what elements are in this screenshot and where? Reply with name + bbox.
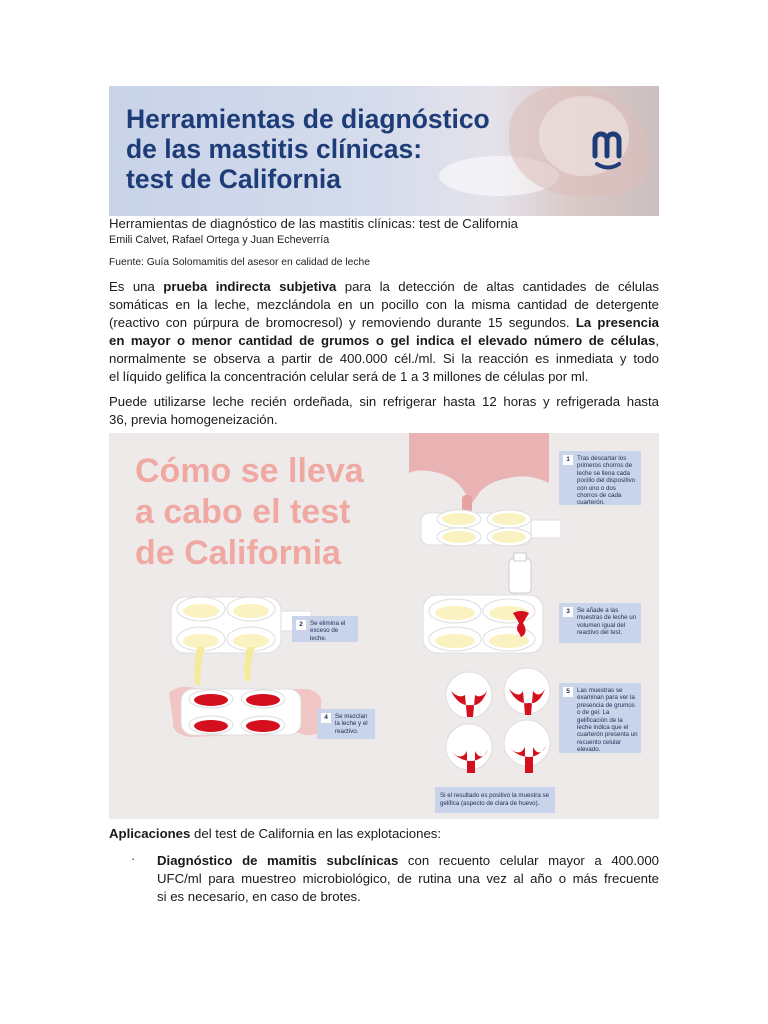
step-5-box xyxy=(559,683,641,753)
step-4-box xyxy=(317,709,375,739)
paddle-step-1 xyxy=(421,510,561,546)
step-number: 2 xyxy=(296,620,306,630)
document-title: Herramientas de diagnóstico de las mastitis clínicas: test de California xyxy=(109,216,518,231)
step-number: 5 xyxy=(563,687,573,697)
infographic xyxy=(109,433,659,819)
source: Fuente: Guía Solomamitis del asesor en calidad de leche xyxy=(109,257,371,268)
applications-heading: Aplicaciones del test de California en las explotaciones: xyxy=(109,826,442,841)
bold-term: en mayor o menor cantidad de grumos o gel indica el elevado número de células xyxy=(109,333,656,348)
step-number: 1 xyxy=(563,455,573,465)
result-note xyxy=(435,787,555,813)
step-text: Se añade a las muestras de leche un volumen igual del reactivo del test. xyxy=(577,607,637,637)
step-1-box xyxy=(559,451,641,505)
text-line: Diagnóstico de mamitis subclínicas con recuento celular mayor a 400.000 xyxy=(157,853,659,868)
header-banner xyxy=(109,86,659,216)
text-line: en mayor o menor cantidad de grumos o gel indica el elevado número de células, xyxy=(109,333,659,348)
paddle-step-3 xyxy=(423,553,543,653)
bullet-item xyxy=(157,852,659,906)
paddle-step-5 xyxy=(446,668,550,773)
text-line: UFC/ml para muestreo microbiológico, de rutina una vez al año o más frecuente xyxy=(157,871,659,886)
text-line: (reactivo con púrpura de bromocresol) y removiendo durante 15 segundos. La presencia xyxy=(109,315,659,330)
text-line: Puede utilizarse leche recién ordeñada, sin refrigerar hasta 12 horas y refrigerada hasta xyxy=(109,394,659,409)
note-text: Si el resultado es positivo la muestra se gelifica (aspecto de clara de huevo). xyxy=(440,792,550,807)
bold-term: Diagnóstico de mamitis subclínicas xyxy=(157,853,399,868)
step-number: 3 xyxy=(563,607,573,617)
text-line: Es una prueba indirecta subjetiva para la detección de altas cantidades de células xyxy=(109,279,659,294)
intro-paragraph xyxy=(109,278,659,386)
bold-term: La presencia xyxy=(575,315,659,330)
text-line: si es necesario, en caso de brotes. xyxy=(157,889,361,904)
step-text: Tras descartar los primeros chorros de leche se llena cada pocillo del dispositivo con uno o dos chorros de cada cuarterón. xyxy=(577,455,636,507)
bullet-icon: · xyxy=(131,851,136,866)
step-2-box xyxy=(292,616,358,642)
text-line: normalmente se observa a partir de 400.000 cél./ml. Si la reacción es inmediata y todo xyxy=(109,351,659,366)
bold-term: prueba indirecta subjetiva xyxy=(163,279,337,294)
text-line: somáticas en la leche, mezclándola en un pocillo con la misma cantidad de detergente xyxy=(109,297,659,312)
authors: Emili Calvet, Rafael Ortega y Juan Echeverría xyxy=(109,234,330,246)
step-number: 4 xyxy=(321,713,331,723)
usage-paragraph xyxy=(109,393,659,429)
m-logo-icon xyxy=(589,126,635,172)
step-3-box xyxy=(559,603,641,643)
step-text: Se mezclan la leche y el reactivo. xyxy=(335,713,368,735)
paddle-step-4 xyxy=(169,687,323,737)
banner-title: Herramientas de diagnóstico de las mastitis clínicas: test de California xyxy=(126,104,490,194)
udder-illustration xyxy=(409,433,549,523)
step-text: Las muestras se examinan para ver la presencia de grumos o de gel. La gelificación de la leche indica que el cuarterón presenta un recuento celular elevado. xyxy=(577,687,638,754)
bold-term: Aplicaciones xyxy=(109,826,191,841)
infographic-title: Cómo se lleva a cabo el test de California xyxy=(135,452,364,572)
step-text: Se elimina el exceso de leche. xyxy=(310,620,346,642)
text-line: 36, previa homogeneización. xyxy=(109,412,278,427)
text-line: el líquido gelifica la concentración celular será de 1 a 3 millones de células por ml. xyxy=(109,369,589,384)
paddle-step-2 xyxy=(171,597,311,685)
